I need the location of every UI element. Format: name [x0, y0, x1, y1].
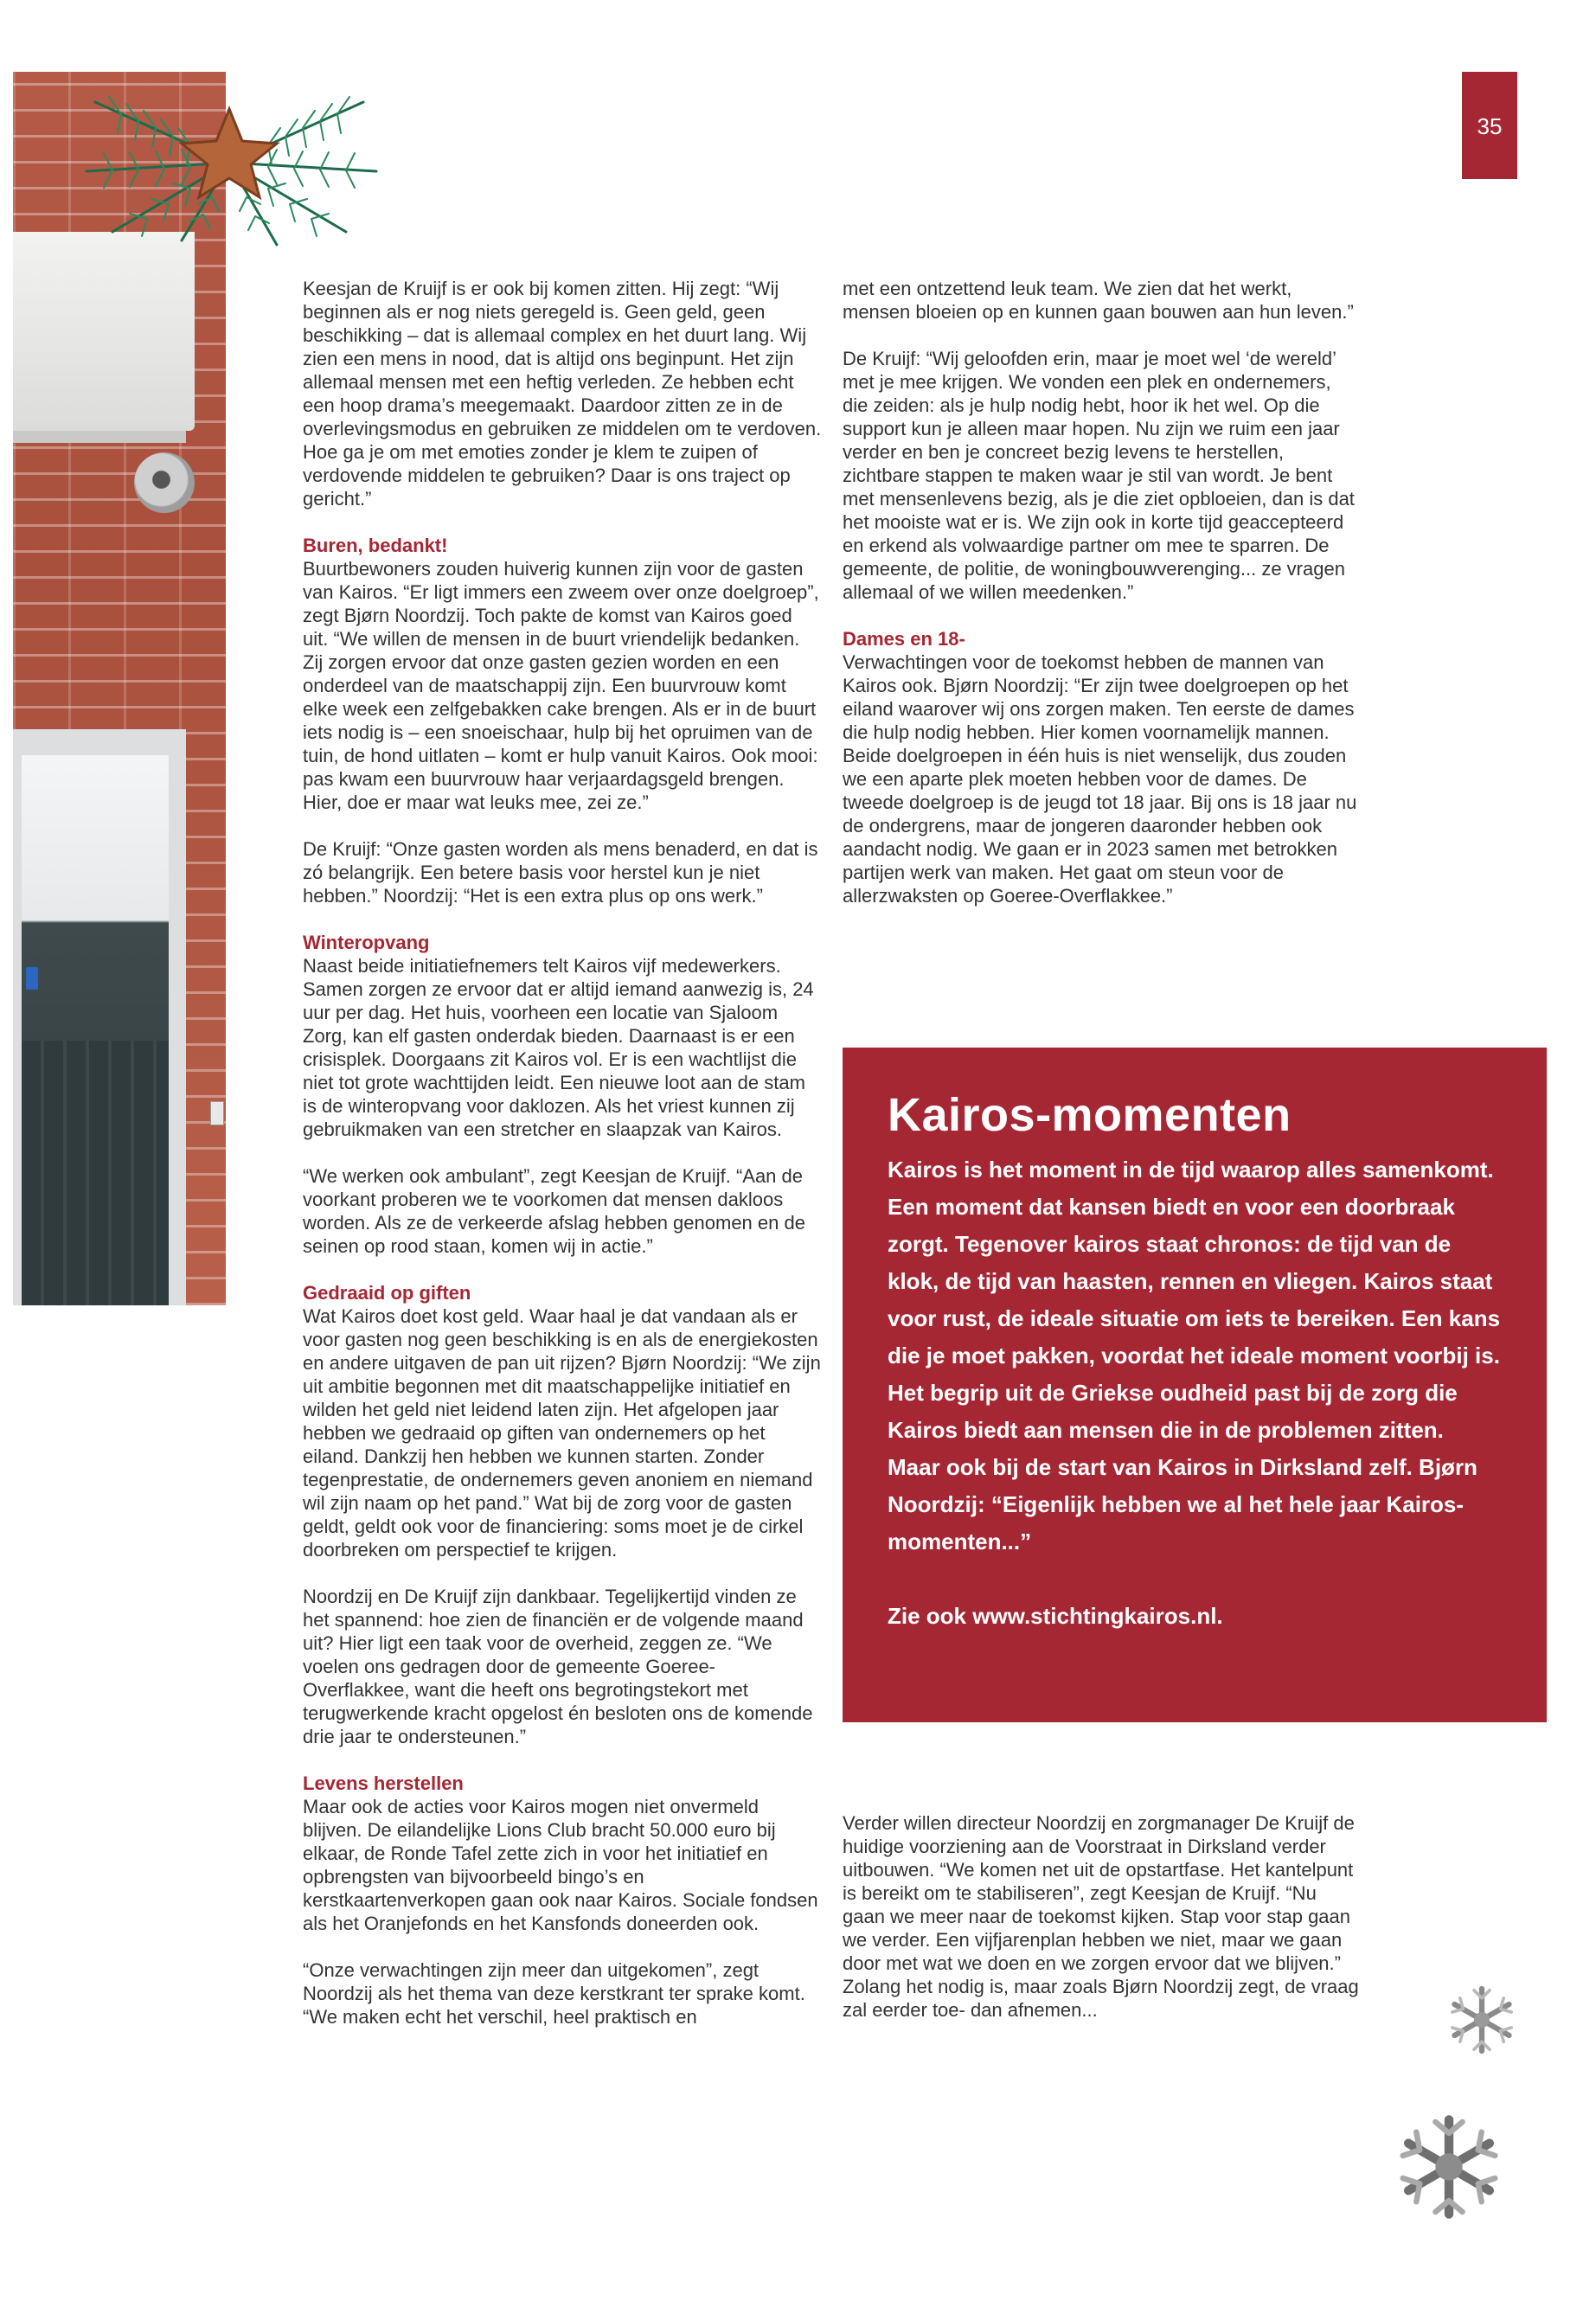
- paragraph: Verwachtingen voor de toekomst hebben de mannen van Kairos ook. Bjørn Noordzij: “Er zijn twee doelgroepen op het eiland waarover wij ons zorgen maken. Ten eerste de dames die hulp nodig hebben. Hier komen voornamelijk mannen. Beide doelgroepen in één huis is niet wenselijk, dus zouden we een aparte plek moeten hebben voor de dames. De tweede doelgroep is de jeugd tot 18 jaar. Bij ons is 18 jaar nu de ondergrens, maar de jongeren daaronder hebben ook aandacht nodig. We gaan er in 2023 samen met betrokken partijen werk van maken. Het gaat om steun voor de allerzwaksten op Goeree-Overflakkee.”: [843, 651, 1357, 907]
- paragraph: De Kruijf: “Onze gasten worden als mens benaderd, en dat is zó belangrijk. Een betere basis voor herstel kun je niet hebben.” Noordzij: “Het is een extra plus op ons werk.”: [303, 838, 818, 907]
- section-heading-levens: Levens herstellen: [303, 1772, 464, 1794]
- page-number: 35: [1462, 72, 1517, 179]
- paragraph: “Onze verwachtingen zijn meer dan uitgekomen”, zegt Noordzij als het thema van deze kerstkrant ter sprake komt. “We maken echt het verschil, heel praktisch en: [303, 1959, 805, 2028]
- box-title: Kairos-momenten: [888, 1089, 1292, 1141]
- paragraph: De Kruijf: “Wij geloofden erin, maar je moet wel ‘de wereld’ met je mee krijgen. We vonden een plek en ondernemers, die zeiden: als je hulp nodig hebt, hoor ik het wel. Op die support kun je alleen maar hopen. Nu zijn we ruim een jaar verder en ben je concreet bezig levens te herstellen, zichtbare stappen te maken waar je stil van wordt. Je bent met mensenlevens bezig, als je die ziet opbloeien, dan is dat het mooiste wat er is. We zijn ook in korte tijd geaccepteerd en erkend als volwaardige partner om mee te sparren. De gemeente, de politie, de woningbouwverenging... ze vragen allemaal of we willen meedenken.”: [843, 348, 1355, 603]
- paragraph: Wat Kairos doet kost geld. Waar haal je dat vandaan als er voor gasten nog geen beschikking is en als de energiekosten en andere uitgaven de pan uit rijzen? Bjørn Noordzij: “We zijn uit ambitie begonnen met dit maatschappelijke initiatief en wilden het geld niet leidend laten zijn. Het afgelopen jaar hebben we gedraaid op giften van ondernemers op het eiland. Dankzij hen hebben we kunnen starten. Zonder tegenprestatie, de ondernemers geven anoniem en niemand wil zijn naam op het pand.” Wat bij de zorg voor de gasten geldt, geldt ook voor de financiering: soms moet je de cirkel doorbreken om perspectief te krijgen.: [303, 1305, 821, 1561]
- right-column: [843, 277, 1362, 931]
- right-column-closing: [843, 1811, 1362, 2045]
- left-column: [303, 277, 822, 2052]
- snowflake-icon: [1393, 2111, 1505, 2223]
- paragraph: Noordzij en De Kruijf zijn dankbaar. Tegelijkertijd vinden ze het spannend: hoe zien de financiën er de volgende maand uit? Hier ligt een taak voor de overheid, zeggen ze. “We voelen ons gedragen door de gemeente Goeree-Overflakkee, want die heeft ons begrotingstekort met terugwerkende kracht opgelost én besloten ons de komende drie jaar te ondersteunen.”: [303, 1586, 813, 1747]
- paragraph: Buurtbewoners zouden huiverig kunnen zijn voor de gasten van Kairos. “Er ligt immers een zweem over onze doelgroep”, zegt Bjørn Noordzij. Toch pakte de komst van Kairos goed uit. “We willen de mensen in de buurt vriendelijk bedanken. Zij zorgen ervoor dat onze gasten gezien worden en een onderdeel van de maatschappij zijn. Een buurvrouw komt elke week een zelfgebakken cake brengen. Als er in de buurt iets nodig is – een snoeischaar, hulp bij het opruimen van de tuin, de hond uitlaten – komt er hulp vanuit Kairos. Ook mooi: pas kwam een buurvrouw haar verjaardagsgeld brengen. Hier, doe er maar wat leuks mee, zei ze.”: [303, 558, 819, 813]
- security-camera: [134, 452, 195, 513]
- intro-paragraph: Keesjan de Kruijf is er ook bij komen zitten. Hij zegt: “Wij beginnen als er nog niets geregeld is. Geen geld, geen beschikking – dat is allemaal complex en het duurt lang. Wij zien een mens in nood, dat is altijd ons beginpunt. Het zijn allemaal mensen met een heftig verleden. Ze hebben echt een hoop drama’s meegemaakt. Daardoor zitten ze in de overlevingsmodus en gebruiken ze middelen om te verdoven. Hoe ga je om met emoties zonder je klem te zuipen of verdovende middelen te gebruiken? Daar is ons traject op gericht.”: [303, 278, 822, 510]
- section-heading-dames: Dames en 18-: [843, 628, 965, 650]
- kairos-momenten-box: [843, 1048, 1547, 1722]
- paragraph: met een ontzettend leuk team. We zien dat het werkt, mensen bloeien op en kunnen gaan bouwen aan hun leven.”: [843, 278, 1354, 323]
- wall-light-underside: [13, 431, 186, 443]
- paragraph: Naast beide initiatiefnemers telt Kairos vijf medewerkers. Samen zorgen ze ervoor dat er altijd iemand aanwezig is, 24 uur per dag. Het huis, voorheen een locatie van Sjaloom Zorg, kan elf gasten onderdak bieden. Daarnaast is er een crisisplek. Doorgaans zit Kairos vol. Er is een wachtlijst die niet tot grote wachttijden leidt. Een nieuwe loot aan de stam is de winteropvang voor daklozen. Als het vriest kunnen zij gebruikmaken van een stretcher en slaapzak van Kairos.: [303, 955, 814, 1140]
- website-link[interactable]: Zie ook www.stichtingkairos.nl.: [888, 1603, 1223, 1629]
- wall-light-fixture: [13, 232, 195, 431]
- snowflake-icon: [1443, 1981, 1521, 2059]
- pine-garland-icon: [61, 67, 398, 258]
- door-sign: [26, 967, 38, 990]
- door-slats: [22, 1041, 169, 1305]
- paragraph: “We werken ook ambulant”, zegt Keesjan de Kruijf. “Aan de voorkant proberen we te voorkomen dat mensen dakloos worden. Als ze de verkeerde afslag hebben genomen en de seinen op rood staan, komen wij in actie.”: [303, 1165, 805, 1257]
- section-heading-giften: Gedraaid op giften: [303, 1282, 471, 1304]
- section-heading-buren: Buren, bedankt!: [303, 535, 448, 556]
- section-heading-winteropvang: Winteropvang: [303, 932, 430, 953]
- closing-paragraph: Verder willen directeur Noordzij en zorgmanager De Kruijf de huidige voorziening aan de Voorstraat in Dirksland verder uitbouwen. “We komen net uit de opstartfase. Het kantelpunt is bereikt om te stabiliseren”, zegt Keesjan de Kruijf. “Nu gaan we meer naar de toekomst kijken. Stap voor stap gaan we verder. Een vijfjarenplan hebben we niet, maar we gaan door met wat we doen en we zorgen ervoor dat we blijven.” Zolang het nodig is, maar zoals Bjørn Noordzij zegt, de vraag zal eerder toe- dan afnemen...: [843, 1812, 1359, 2021]
- doorbell: [210, 1101, 224, 1125]
- paragraph: Maar ook de acties voor Kairos mogen niet onvermeld blijven. De eilandelijke Lions Club bracht 50.000 euro bij elkaar, de Ronde Tafel zette zich in voor het initiatief en opbrengsten van bijvoorbeeld bingo’s en kerstkaartenverkopen gaan ook naar Kairos. Sociale fondsen als het Oranjefonds en het Kansfonds doneerden ook.: [303, 1796, 818, 1934]
- box-body: Kairos is het moment in de tijd waarop alles samenkomt. Een moment dat kansen biedt en voor een doorbraak zorgt. Tegenover kairos staat chronos: de tijd van de klok, de tijd van haasten, rennen en vliegen. Kairos staat voor rust, de ideale situatie om iets te bereiken. Een kans die je moet pakken, voordat het ideale moment voorbij is.: [888, 1157, 1501, 1368]
- box-body-continued: Het begrip uit de Griekse oudheid past bij de zorg die Kairos biedt aan mensen die in de problemen zitten. Maar ook bij de start van Kairos in Dirksland zelf. Bjørn Noordzij: “Eigenlijk hebben we al het hele jaar Kairos-momenten...”: [888, 1380, 1477, 1554]
